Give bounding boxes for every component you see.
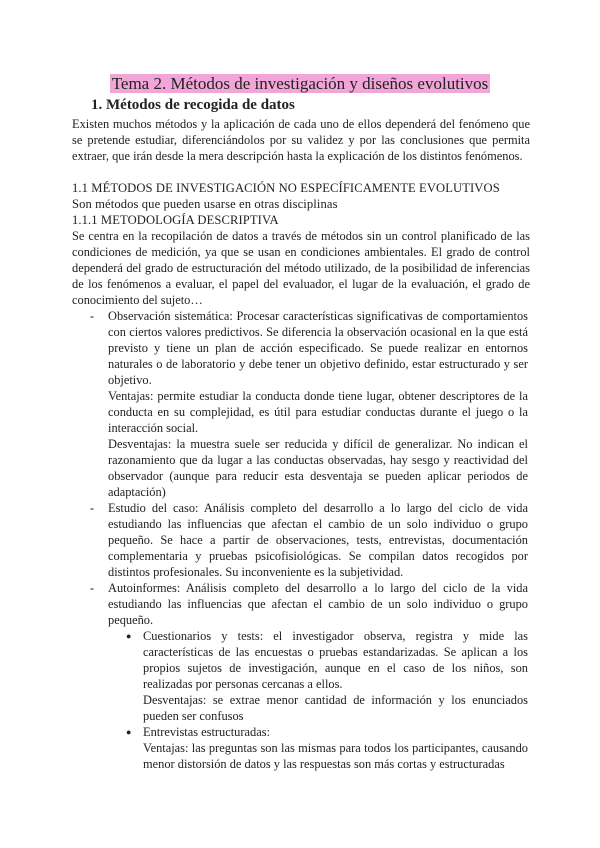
bullet-marker: ● [126, 631, 132, 641]
item-observacion: Observación sistemática: Procesar características significativas de comportamientos con ciertos valores predictivos. Se diferencia la observación ocasional en la que está previsto y tiene un plan de acción especificado. Se puede realizar en entornos naturales o de laboratorio y debe tener un objetivo definido, estar estructurado y ser objetivo. [108, 309, 528, 387]
cuestionarios-desventajas: Desventajas: se extrae menor cantidad de información y los enunciados pueden ser confusos [143, 693, 528, 723]
dash-marker: - [90, 581, 95, 595]
section-1-1-subtitle: Son métodos que pueden usarse en otras disciplinas [72, 197, 338, 211]
item-autoinformes: Autoinformes: Análisis completo del desarrollo a lo largo del ciclo de la vida estudiando las influencias que afectan el cambio de un solo individuo o grupo pequeño. [108, 581, 528, 627]
descriptive-paragraph: Se centra en la recopilación de datos a través de métodos sin un control planificado de las condiciones de medición, ya que se usan en condiciones ambientales. El grado de control dependerá del grado de estructuración del método utilizado, de la posibilidad de inferencias de los fenómenos a evaluar, el papel del evaluador, el lugar de la evaluación, el grado de conocimiento del sujeto… [72, 229, 530, 307]
section-1-1-heading: 1.1 MÉTODOS DE INVESTIGACIÓN NO ESPECÍFICAMENTE EVOLUTIVOS [72, 181, 500, 195]
intro-paragraph: Existen muchos métodos y la aplicación de cada uno de ellos dependerá del fenómeno que se pretende estudiar, diferenciándolos por su validez y por las conclusiones que permita extraer, que irán desde la mera descripción hasta la explicación de los distintos fenómenos. [72, 117, 530, 163]
item-cuestionarios: Cuestionarios y tests: el investigador observa, registra y mide las características de las encuestas o pruebas estandarizadas. Se aplican a los propios sujetos de investigación, aunque en el caso de los niños, son realizadas por personas cercanas a ellos. [143, 629, 528, 691]
heading-metodos-recogida: 1. Métodos de recogida de datos [91, 97, 295, 113]
item-entrevistas: Entrevistas estructuradas: [143, 725, 270, 739]
bullet-marker: ● [126, 727, 132, 737]
observacion-desventajas: Desventajas: la muestra suele ser reducida y difícil de generalizar. No indican el razonamiento que da lugar a las conductas observadas, hay sesgo y reactividad del observador (aunque para reducir esta desventaja se pueden aplicar periodos de adaptación) [108, 437, 528, 499]
document-title: Tema 2. Métodos de investigación y diseños evolutivos [111, 74, 489, 93]
dash-marker: - [90, 501, 95, 515]
observacion-ventajas: Ventajas: permite estudiar la conducta donde tiene lugar, obtener descriptores de la conducta en su complejidad, es útil para estudiar conductas durante el juego o la interacción social. [108, 389, 528, 435]
dash-marker: - [90, 309, 95, 323]
item-estudio-caso: Estudio del caso: Análisis completo del desarrollo a lo largo del ciclo de vida estudiando las influencias que afectan el cambio de un solo individuo o grupo pequeño. Se hace a partir de observaciones, tests, entrevistas, documentación complementaria y pruebas psicofisiológicas. Se compilan datos recogidos por distintos profesionales. Su inconveniente es la subjetividad. [108, 501, 528, 579]
entrevistas-ventajas: Ventajas: las preguntas son las mismas para todos los participantes, causando menor distorsión de datos y las respuestas son más cortas y estructuradas [143, 741, 528, 771]
section-1-1-1-heading: 1.1.1 METODOLOGÍA DESCRIPTIVA [72, 213, 279, 227]
